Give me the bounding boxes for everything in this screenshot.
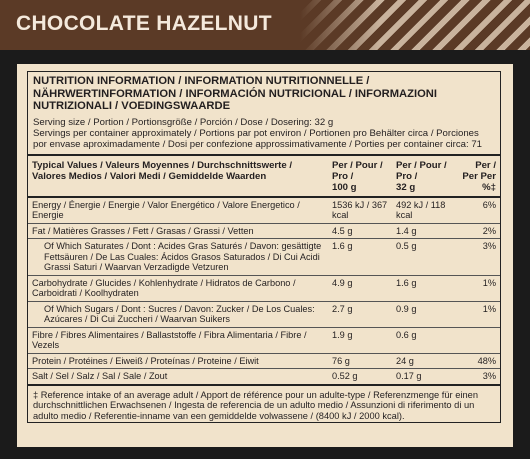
servings-per-container: Servings per container approximately / Portions par pot environ / Portionen pro Behälter circa / Porciones por envase aproximadamente / Dosi per confezione approssimativamente / Porties per container circa: 71 (33, 127, 483, 150)
value-per100: 1.9 g (328, 327, 392, 353)
table-row (28, 353, 500, 369)
table-row (28, 275, 500, 301)
value-per-serving: 24 g (392, 353, 458, 369)
reference-intake-footnote: ‡ Reference intake of an average adult / Apport de référence pour un adulte-type / Referenzmenge für einen durchschnittlichen Erwachsenen / Ingesta de referencia de un adulto medio / Assunzioni di riferimento di un adulto medio / Referentie-inname van een gemiddelde volwassene / (8400 kJ / 2000 kcal). (28, 384, 500, 422)
serving-info (28, 117, 500, 156)
value-per-serving: 0.17 g (392, 369, 458, 384)
value-ri: 1% (458, 301, 500, 327)
table-row (28, 327, 500, 353)
nutrition-panel (17, 64, 513, 447)
serving-size: Serving size / Portion / Portionsgröße / Porción / Dose / Dosering: 32 g (33, 116, 334, 128)
column-header-label: Typical Values / Valeurs Moyennes / Durchschnittswerte / Valores Medios / Valori Medi / Gemiddelde Waarden (28, 156, 328, 197)
value-per100: 2.7 g (328, 301, 392, 327)
table-row (28, 301, 500, 327)
table-row (28, 223, 500, 239)
value-per100: 4.9 g (328, 275, 392, 301)
value-per-serving: 492 kJ / 118 kcal (396, 199, 446, 221)
nutrient-label: Fat / Matières Grasses / Fett / Grasas / Grassi / Vetten (28, 223, 328, 239)
value-per100: 76 g (328, 353, 392, 369)
nutrient-label: Of Which Sugars / Dont : Sucres / Davon: Zucker / De Los Cuales: Azúcares / Di Cui Zuccheri / Waarvan Suikers (28, 301, 328, 327)
nutrient-label: Fibre / Fibres Alimentaires / Ballaststoffe / Fibra Alimentaria / Fibre / Vezels (28, 327, 328, 353)
nutrition-heading: NUTRITION INFORMATION / INFORMATION NUTRITIONNELLE / NÄHRWERTINFORMATION / INFORMACIÓN NUTRICIONAL / INFORMAZIONI NUTRIZIONALI / VOEDINGSWAARDE (33, 75, 437, 112)
column-header-per100: Per / Pour / Pro / 100 g (328, 156, 392, 197)
value-per100: 0.52 g (328, 369, 392, 384)
nutrition-table (28, 156, 500, 384)
value-per100: 1.6 g (328, 239, 392, 276)
nutrient-label: Energy / Énergie / Energie / Valor Energético / Valore Energetico / Energie (32, 199, 300, 221)
column-header-per-serving: Per / Pour / Pro / 32 g (392, 156, 458, 197)
value-ri: 6% (482, 199, 496, 210)
value-per100: 1536 kJ / 367 kcal (332, 199, 388, 221)
product-title: CHOCOLATE HAZELNUT (16, 12, 272, 35)
value-per100: 4.5 g (328, 223, 392, 239)
nutrient-label: Salt / Sel / Salz / Sal / Sale / Zout (28, 369, 328, 384)
table-row (28, 197, 500, 224)
table-header-row (28, 156, 500, 197)
table-row (28, 239, 500, 276)
value-ri: 1% (458, 275, 500, 301)
value-ri (458, 327, 500, 353)
nutrient-label: Protein / Protéines / Eiweiß / Proteínas / Proteine / Eiwit (28, 353, 328, 369)
value-ri: 48% (458, 353, 500, 369)
value-per-serving: 1.6 g (392, 275, 458, 301)
nutrition-table-box (27, 71, 501, 423)
value-per-serving: 0.5 g (392, 239, 458, 276)
value-ri: 2% (458, 223, 500, 239)
value-ri: 3% (458, 239, 500, 276)
column-header-ri: Per / Per Per %‡ (458, 156, 500, 197)
table-row (28, 369, 500, 384)
nutrient-label: Of Which Saturates / Dont : Acides Gras Saturés / Davon: gesättigte Fettsäuren / De Las Cuales: Ácidos Grasos Saturados / Di Cui Acidi Grassi Saturi / Waarvan Verzadigde Vetzuren (28, 239, 328, 276)
nutrient-label: Carbohydrate / Glucides / Kohlenhydrate / Hidratos de Carbono / Carboidrati / Koolhydraten (28, 275, 328, 301)
value-per-serving: 0.6 g (392, 327, 458, 353)
value-per-serving: 0.9 g (392, 301, 458, 327)
value-ri: 3% (458, 369, 500, 384)
value-per-serving: 1.4 g (392, 223, 458, 239)
